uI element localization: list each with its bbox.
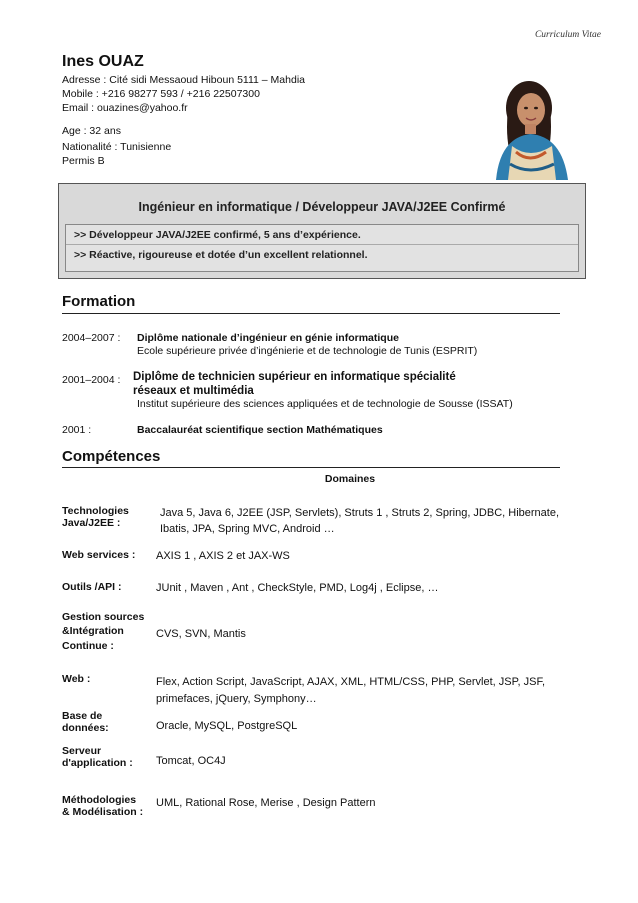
skill-label: Serveur (62, 745, 102, 757)
skill-label: Outils /API : (62, 581, 122, 593)
summary-bullets (65, 224, 579, 272)
page-header-label: Curriculum Vitae (534, 30, 601, 40)
skill-label: Continue : (62, 640, 114, 652)
skill-value: CVS, SVN, Mantis (156, 628, 246, 640)
summary-bullet: >> Réactive, rigoureuse et dotée d’un excellent relationnel. (74, 249, 368, 261)
summary-bullet: >> Développeur JAVA/J2EE confirmé, 5 ans d’expérience. (74, 229, 361, 241)
formation-school: Ecole supérieure privée d’ingénierie et de technologie de Tunis (ESPRIT) (137, 345, 478, 357)
skill-value: Oracle, MySQL, PostgreSQL (156, 720, 298, 732)
skill-label: Base de (62, 710, 103, 722)
formation-title: Diplôme nationale d’ingénieur en génie informatique (137, 332, 399, 344)
skill-value: AXIS 1 , AXIS 2 et JAX-WS (156, 550, 290, 562)
summary-divider (66, 244, 578, 245)
formation-date: 2004–2007 : (62, 332, 121, 344)
formation-title-line2: réseaux et multimédia (133, 385, 254, 397)
formation-date: 2001–2004 : (62, 374, 121, 386)
mobile-line: Mobile : +216 98277 593 / +216 22507300 (62, 88, 260, 100)
skill-value: Ibatis, JPA, Spring MVC, Android … (160, 523, 335, 535)
formation-school: Institut supérieure des sciences appliquées et de technologie de Sousse (ISSAT) (137, 398, 513, 410)
competences-rule (62, 467, 560, 468)
formation-date: 2001 : (62, 424, 92, 436)
profile-summary-box (58, 183, 586, 279)
skill-label: d'application : (62, 757, 133, 769)
profile-photo (482, 68, 580, 180)
skill-label: Web : (62, 673, 91, 685)
skill-label: Technologies (62, 505, 129, 517)
skill-label: Web services : (62, 549, 136, 561)
nationality-line: Nationalité : Tunisienne (62, 141, 172, 153)
job-title: Ingénieur en informatique / Développeur JAVA/J2EE Confirmé (138, 200, 506, 214)
skill-value: Flex, Action Script, JavaScript, AJAX, XML, HTML/CSS, PHP, Servlet, JSP, JSF, (156, 676, 546, 688)
domains-header: Domaines (324, 473, 376, 485)
skill-value: Tomcat, OC4J (156, 755, 226, 767)
formation-title: Diplôme de technicien supérieur en informatique spécialité (133, 371, 456, 383)
skill-label: données: (62, 722, 109, 734)
competences-heading: Compétences (62, 448, 161, 465)
skill-label: Gestion sources (62, 611, 145, 623)
formation-title: Baccalauréat scientifique section Mathématiques (137, 424, 383, 436)
skill-label: Méthodologies (62, 794, 137, 806)
person-name: Ines OUAZ (62, 53, 144, 70)
formation-heading: Formation (62, 293, 136, 310)
skill-value: Java 5, Java 6, J2EE (JSP, Servlets), Struts 1 , Struts 2, Spring, JDBC, Hibernate, (160, 507, 560, 519)
skill-value: UML, Rational Rose, Merise , Design Pattern (156, 797, 376, 809)
skill-label: &Intégration (62, 625, 124, 637)
formation-rule (62, 313, 560, 314)
skill-value: primefaces, jQuery, Symphony… (156, 693, 317, 705)
skill-value: JUnit , Maven , Ant , CheckStyle, PMD, Log4j , Eclipse, … (156, 582, 439, 594)
skill-label: & Modélisation : (62, 806, 144, 818)
age-line: Age : 32 ans (62, 125, 121, 137)
license-line: Permis B (62, 155, 105, 167)
skill-label: Java/J2EE : (62, 517, 121, 529)
address-line: Adresse : Cité sidi Messaoud Hiboun 5111 – Mahdia (62, 74, 305, 86)
email-line: Email : ouazines@yahoo.fr (62, 102, 188, 114)
